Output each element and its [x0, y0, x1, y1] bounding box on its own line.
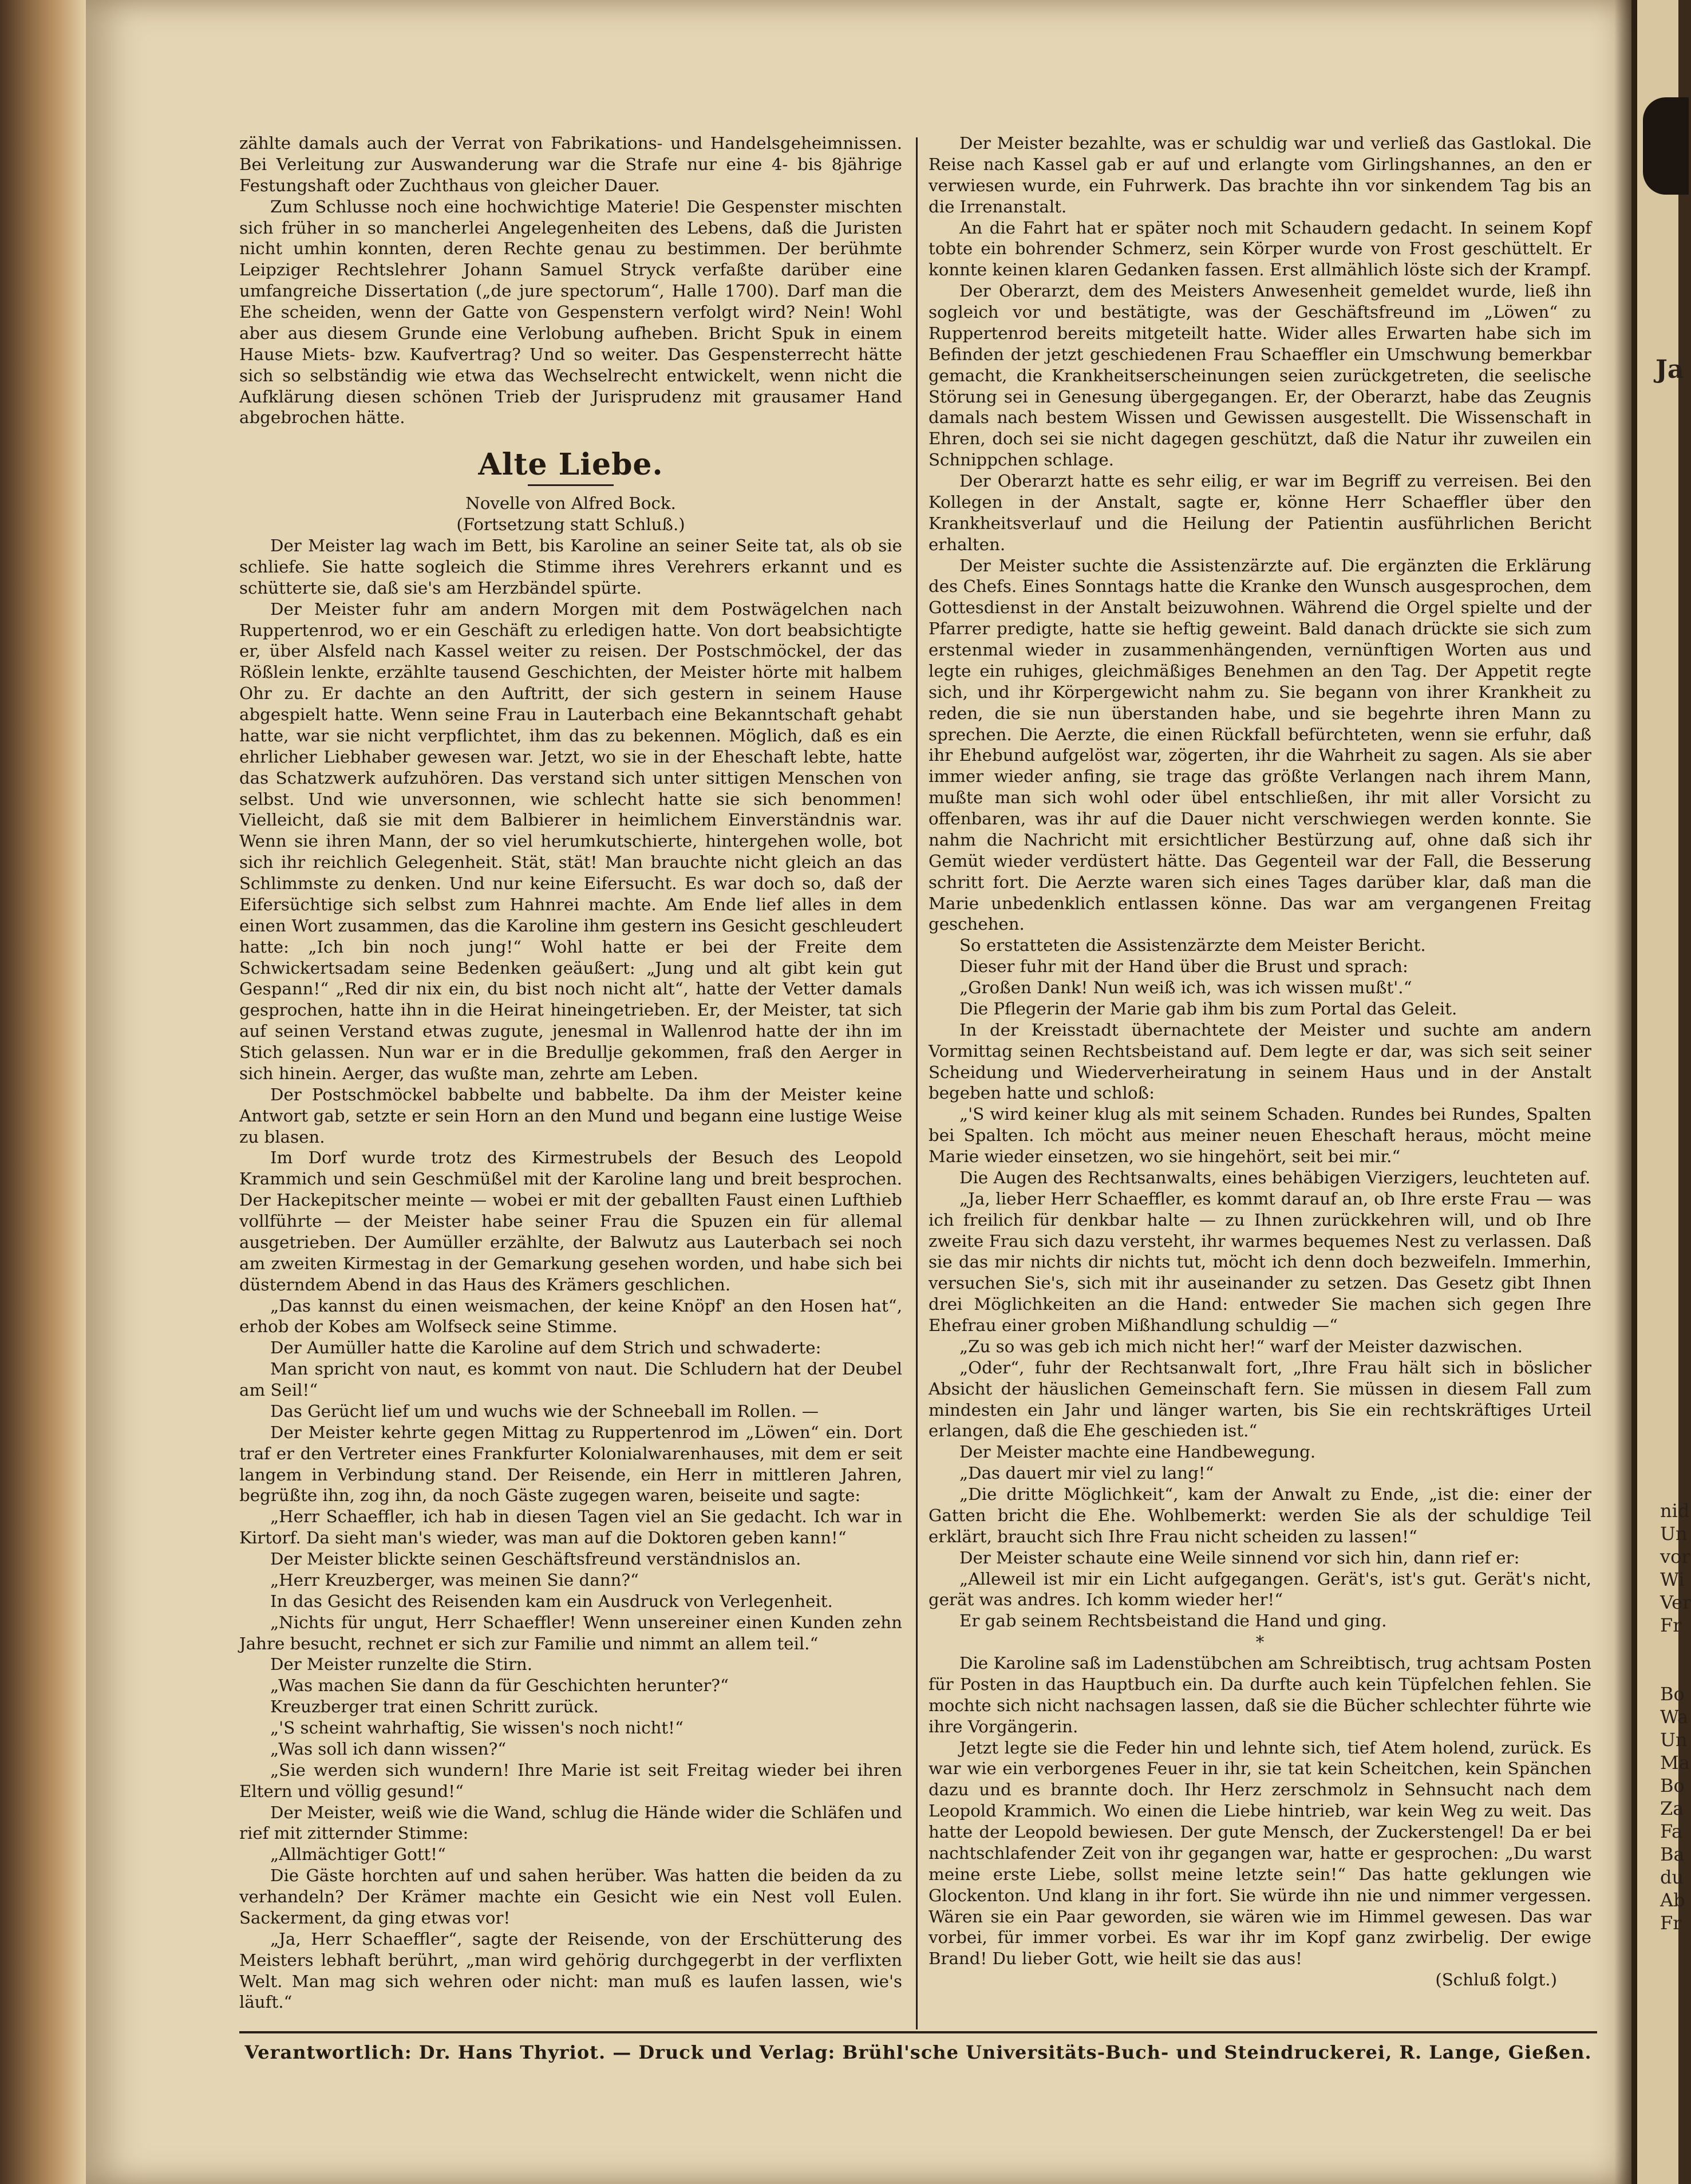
paragraph: „Zu so was geb ich mich nicht her!“ warf der Meister dazwischen.: [959, 1336, 1523, 1356]
to-be-continued: (Schluß folgt.): [1435, 1970, 1557, 1990]
adjacent-page-fragment: Fa: [1660, 1820, 1683, 1842]
adjacent-page-fragment: Wi: [1660, 1569, 1685, 1590]
adjacent-page-fragment: Wa: [1660, 1706, 1689, 1728]
paragraph: zählte damals auch der Verrat von Fabrikations- und Handelsgeheimnissen. Bei Verleitung zur Auswanderung war die Strafe nur eine 4- bis 8jährige Festungshaft oder Zuchthaus von gleicher Dauer.: [239, 133, 902, 195]
adjacent-page-fragment: du: [1660, 1866, 1684, 1888]
paragraph: „Herr Schaeffler, ich hab in diesen Tagen viel an Sie gedacht. Ich war in Kirtorf. Da sieht man's wieder, was man auf die Doktoren geben kann!“: [239, 1507, 902, 1548]
paragraph: „Nichts für ungut, Herr Schaeffler! Wenn unsereiner einen Kunden zehn Jahre besucht, rechnet er sich zur Familie und nimmt an allem teil.“: [239, 1612, 902, 1653]
story-note: (Fortsetzung statt Schluß.): [456, 515, 685, 535]
adjacent-page-fragment: Fr: [1660, 1614, 1682, 1636]
section-separator: *: [1255, 1632, 1265, 1652]
paragraph: „Sie werden sich wundern! Ihre Marie ist seit Freitag wieder bei ihren Eltern und völlig gesund!“: [239, 1760, 902, 1801]
paragraph: „Das kannst du einen weismachen, der keine Knöpf' an den Hosen hat“, erhob der Kobes am Wolfseck seine Stimme.: [239, 1296, 902, 1337]
paragraph: Jetzt legte sie die Feder hin und lehnte sich, tief Atem holend, zurück. Es war wie ein verborgenes Feuer in ihr, sie tat kein Scheitchen, kein Spänchen dazu und es brannte doch. Ihr Herz zerschmolz in Sehnsucht nach dem Leopold Krammich. Wo einen die Liebe hintrieb, war kein Weg zu weit. Das hatte der Leopold bewiesen. Der gute Mensch, der Zuckerstengel! Da er bei nachtschlafender Zeit von ihr gegangen war, hatte er gesprochen: „Du warst meine erste Liebe, sollst meine letzte sein!“ Das hatte geklungen wie Glockenton. Und klang in ihr fort. Sie würde ihn nie und nimmer vergessen. Wären sie ein Paar geworden, sie wären wie im Himmel gewesen. Das war vorbei, für immer vorbei. Es war ihr im Kopf ganz zwirbelig. Der ewige Brand! Du lieber Gott, wie heilt sie das aus!: [929, 1737, 1591, 1969]
adjacent-page-fragment: Ja: [1656, 355, 1684, 384]
paragraph: Der Meister bezahlte, was er schuldig war und verließ das Gastlokal. Die Reise nach Kassel gab er auf und erlangte vom Girlingshannes, an den er verwiesen wurde, ein Fuhrwerk. Das brachte ihn vor sinkendem Tag bis an die Irrenanstalt.: [929, 133, 1591, 216]
paragraph: Die Gäste horchten auf und sahen herüber. Was hatten die beiden da zu verhandeln? Der Krämer machte ein Gesicht wie ein Nest voll Eulen. Sackerment, da ging etwas vor!: [239, 1866, 902, 1928]
footer-rule: [239, 2031, 1597, 2033]
paragraph: „Oder“, fuhr der Rechtsanwalt fort, „Ihre Frau hält sich in böslicher Absicht der häuslichen Gemeinschaft fern. Sie müssen in diesem Fall zum mindesten ein Jahr und länger warten, bis Sie ein rechtskräftiges Urteil erlangen, daß die Ehe geschieden ist.“: [929, 1357, 1591, 1441]
paragraph: Der Postschmöckel babbelte und babbelte. Da ihm der Meister keine Antwort gab, setzte er sein Horn an den Mund und begann eine lustige Weise zu blasen.: [239, 1084, 902, 1147]
paragraph: Der Meister blickte seinen Geschäftsfreund verständnislos an.: [270, 1549, 801, 1569]
story-right-text-continued: [929, 1653, 1591, 1969]
adjacent-page-fragment: Ma: [1660, 1752, 1690, 1774]
title-rule: [528, 484, 614, 486]
paragraph: Der Oberarzt hatte es sehr eilig, er war im Begriff zu verreisen. Bei den Kollegen in der Anstalt, sagte er, könne Herr Schaeffler über den Krankheitsverlauf und die Heilung der Patientin ausführlichen Bericht erhalten.: [929, 471, 1591, 554]
adjacent-page-fragment: vor: [1660, 1546, 1690, 1567]
story-right-text: [929, 133, 1591, 1632]
paragraph: Er gab seinem Rechtsbeistand die Hand und ging.: [959, 1611, 1387, 1631]
adjacent-page-fragment: Bo: [1660, 1775, 1685, 1796]
paragraph: „Ja, lieber Herr Schaeffler, es kommt darauf an, ob Ihre erste Frau — was ich freilich für denkbar halte — zu Ihnen zurückkehren will, und ob Ihre zweite Frau sich dazu versteht, ihr warmes bequemes Nest zu verlassen. Daß sie das mir nichts dir nichts tut, möcht ich denn doch bezweifeln. Immerhin, versuchen Sie's, sich mit ihr auseinander zu setzen. Das Gesetz gibt Ihnen drei Möglichkeiten an die Hand: entweder Sie machen sich gegen Ihre Ehefrau einer groben Mißhandlung schuldig —“: [929, 1188, 1591, 1335]
paragraph: Der Meister kehrte gegen Mittag zu Ruppertenrod im „Löwen“ ein. Dort traf er den Vertreter eines Frankfurter Kolonialwarenhauses, mit dem er seit langem in Verbindung stand. Der Reisende, ein Herr in mittleren Jahren, begrüßte ihn, zog ihn, da noch Gäste zugegen waren, beiseite und sagte:: [239, 1422, 902, 1506]
intro-text: [239, 133, 902, 428]
paragraph: Das Gerücht lief um und wuchs wie der Schneeball im Rollen. —: [270, 1401, 819, 1421]
paragraph: So erstatteten die Assistenzärzte dem Meister Bericht.: [959, 935, 1426, 955]
paragraph: Der Meister machte eine Handbewegung.: [959, 1442, 1316, 1462]
paragraph: „Die dritte Möglichkeit“, kam der Anwalt zu Ende, „ist die: einer der Gatten bricht die Ehe. Wohlbemerkt: werden Sie als der schuldige Teil erklärt, braucht sich Ihre Frau nicht scheiden zu lassen!“: [929, 1484, 1591, 1546]
story-title: Alte Liebe.: [478, 447, 663, 483]
paragraph: Der Meister lag wach im Bett, bis Karoline an seiner Seite tat, als ob sie schliefe. Sie hatte sogleich die Stimme ihres Verehrers erkannt und es schütterte sie, daß sie's am Herzbändel spürte.: [239, 536, 902, 598]
adjacent-page-fragment: nid: [1660, 1500, 1690, 1522]
paragraph: Der Meister runzelte die Stirn.: [270, 1654, 533, 1674]
paragraph: „Was soll ich dann wissen?“: [270, 1739, 507, 1759]
adjacent-page-fragment: Un: [1660, 1729, 1688, 1751]
paragraph: „'S wird keiner klug als mit seinem Schaden. Rundes bei Rundes, Spalten bei Spalten. Ich möcht aus meiner neuen Eheschaft heraus, möcht meine Marie wieder einsetzen, wo sie hingehört, seit bei mir.“: [929, 1104, 1591, 1166]
adjacent-page-ink-mark: [1643, 97, 1689, 195]
paragraph: Die Augen des Rechtsanwalts, eines behäbigen Vierzigers, leuchteten auf.: [959, 1167, 1591, 1187]
left-column: [239, 133, 902, 2013]
paragraph: „Großen Dank! Nun weiß ich, was ich wissen mußt'.“: [959, 978, 1412, 997]
adjacent-page-fragment: Ver: [1660, 1591, 1691, 1613]
paragraph: An die Fahrt hat er später noch mit Schaudern gedacht. In seinem Kopf tobte ein bohrender Schmerz, sein Körper wurde von Frost geschüttelt. Er konnte keinen klaren Gedanken fassen. Erst allmählich löste sich der Krampf.: [929, 218, 1592, 280]
paragraph: „Allmächtiger Gott!“: [270, 1845, 446, 1865]
paragraph: In das Gesicht des Reisenden kam ein Ausdruck von Verlegenheit.: [270, 1591, 833, 1611]
adjacent-page-fragment: Un: [1660, 1523, 1688, 1545]
adjacent-page-fragment: Za: [1660, 1798, 1684, 1819]
adjacent-page-fragment: Bo: [1660, 1683, 1685, 1705]
paragraph: Kreuzberger trat einen Schritt zurück.: [270, 1697, 599, 1717]
paragraph: Die Karoline saß im Ladenstübchen am Schreibtisch, trug achtsam Posten für Posten in das Hauptbuch ein. Da durfte auch kein Tüpfelchen fehlen. Sie mochte sich nicht nachsagen lassen, daß sie die Bücher schlechter führte wie ihre Vorgängerin.: [929, 1653, 1591, 1736]
adjacent-page-fragment: Ab: [1660, 1889, 1685, 1911]
paragraph: „Ja, Herr Schaeffler“, sagte der Reisende, von der Erschütterung des Meisters lebhaft berührt, „man wird gehörig durchgegerbt in der verflixten Welt. Man mag sich wehren oder nicht: man muß es laufen lassen, wie's läuft.“: [239, 1929, 902, 2012]
paragraph: Der Oberarzt, dem des Meisters Anwesenheit gemeldet wurde, ließ ihn sogleich vor und bestätigte, was der Geschäftsfreund im „Löwen“ zu Ruppertenrod bereits mitgeteilt hatte. Wider alles Erwarten habe sich im Befinden der jetzt geschiedenen Frau Schaeffler ein Umschwung bemerkbar gemacht, die Krankheitserscheinungen seien zurückgetreten, die seelische Störung sei in Genesung übergegangen. Er, der Oberarzt, habe das Zeugnis damals nach bestem Wissen und Gewissen ausgestellt. Die Wissenschaft in Ehren, doch sei sie nicht dagegen geschützt, daß die Natur ihr zuweilen ein Schnippchen schlage.: [929, 281, 1591, 470]
adjacent-page-edge: [1637, 0, 1691, 2184]
paragraph: Dieser fuhr mit der Hand über die Brust und sprach:: [959, 957, 1408, 977]
paragraph: „Das dauert mir viel zu lang!“: [959, 1463, 1214, 1483]
right-column: [929, 133, 1591, 1991]
paragraph: Die Pflegerin der Marie gab ihm bis zum Portal das Geleit.: [959, 998, 1457, 1018]
story-byline: Novelle von Alfred Bock.: [465, 493, 676, 514]
paragraph: Der Meister schaute eine Weile sinnend vor sich hin, dann rief er:: [959, 1547, 1520, 1567]
paragraph: „'S scheint wahrhaftig, Sie wissen's noch nicht!“: [270, 1718, 683, 1737]
adjacent-page-fragment: Ba: [1660, 1843, 1685, 1865]
paragraph: Der Aumüller hatte die Karoline auf dem Strich und schwaderte:: [270, 1338, 821, 1358]
paragraph: In der Kreisstadt übernachtete der Meister und suchte am andern Vormittag seinen Rechtsbeistand auf. Dem legte er dar, was sich seit seiner Scheidung und Wiederverheiratung in seinem Haus und in der Anstalt begeben hatte und schloß:: [929, 1020, 1591, 1103]
paragraph: Der Meister, weiß wie die Wand, schlug die Hände wider die Schläfen und rief mit zitternder Stimme:: [239, 1802, 902, 1843]
paragraph: Im Dorf wurde trotz des Kirmestrubels der Besuch des Leopold Krammich und sein Geschmüßel mit der Karoline lang und breit besprochen. Der Hackepitscher meinte — wobei er mit der geballten Faust einen Lufthieb vollführte — der Meister habe seiner Frau die Spuzen ein für allemal ausgetrieben. Der Aumüller erzählte, der Balwutz aus Lauterbach sei noch am zweiten Kirmestag in der Gemarkung gesehen worden, und habe sich bei düsterndem Abend in das Haus des Krämers geschlichen.: [239, 1148, 902, 1294]
paragraph: Der Meister fuhr am andern Morgen mit dem Postwägelchen nach Ruppertenrod, wo er ein Geschäft zu erledigen hatte. Von dort beabsichtigte er, über Alsfeld nach Kassel weiter zu reisen. Der Postschmöckel, der das Rößlein lenkte, erzählte tausend Geschichten, der Meister hörte mit halbem Ohr zu. Er dachte an den Auftritt, der sich gestern in seinem Hause abgespielt hatte. Wenn seine Frau in Lauterbach eine Bekanntschaft gehabt hatte, war sie nicht verpflichtet, ihm das zu bekennen. Möglich, daß es ein ehrlicher Liebhaber gewesen war. Jetzt, wo sie in der Eheschaft lebte, hatte das Schatzwerk aufzuhören. Das verstand sich unter sittigen Menschen von selbst. Und wie unversonnen, wie schlecht hatte sie sich benommen! Vielleicht, daß sie mit dem Balbierer in heimlichem Einverständnis war. Wenn sie ihren Mann, der so viel herumkutschierte, hintergehen wolle, bot sich ihr reichlich Gelegenheit. Stät, stät! Man brauchte nicht gleich an das Schlimmste zu denken. Und nur keine Eifersucht. Es war doch so, daß der Eifersüchtige sich selbst zum Hahnrei machte. Am Ende lief alles in dem einen Wort zusammen, das die Karoline ihm gestern ins Gesicht geschleudert hatte: „Ich bin noch jung!“ Wohl hatte er bei der Freite dem Schwickertsadam seine Bedenken geäußert: „Jung und alt gibt kein gut Gespann!“ „Red dir nix ein, du bist noch nicht alt“, hatte der Vetter damals gesprochen, hatte ihn in die Heirat hineingetrieben. Er, der Meister, tat sich auf seinen Verstand etwas zugute, jenesmal in Wallenrod hatte der ihn im Stich gelassen. Nun war er in die Bredullje gekommen, fraß den Aerger in sich hinein. Aerger, das wußte man, zehrte am Leben.: [239, 599, 902, 1083]
book-binding: [0, 0, 86, 2184]
gutter-shadow: [1614, 0, 1637, 2184]
paragraph: „Alleweil ist mir ein Licht aufgegangen. Gerät's, ist's gut. Gerät's nicht, gerät was andres. Ich komm wieder her!“: [929, 1569, 1591, 1610]
story-left-text: [239, 535, 902, 2013]
paragraph: Der Meister suchte die Assistenzärzte auf. Die ergänzten die Erklärung des Chefs. Eines Sonntags hatte die Kranke den Wunsch ausgesprochen, dem Gottesdienst in der Anstalt beizuwohnen. Während die Orgel spielte und der Pfarrer predigte, hatte sie heftig geweint. Bald danach drückte sie sich zum erstenmal wieder in zusammenhängenden, vernünftigen Worten aus und legte ein ruhiges, gleichmäßiges Benehmen an den Tag. Der Appetit regte sich, und ihr Körpergewicht nahm zu. Sie begann von ihrer Krankheit zu reden, die sie nun überstanden habe, und sie begehrte ihren Mann zu sprechen. Die Aerzte, die einen Rückfall befürchteten, wenn sie erfuhr, daß ihr Ehebund aufgelöst war, zögerten, ihr die Wahrheit zu sagen. Als sie aber immer wieder anfing, sie trage das größte Verlangen nach ihrem Mann, mußte man sich wohl oder übel entschließen, ihr mit aller Vorsicht zu offenbaren, was ihr auf die Dauer nicht verschwiegen werden konnte. Sie nahm die Nachricht mit ersichtlicher Bestürzung auf, ohne daß sich ihr Gemüt wieder verdüstert hätte. Das Gegenteil war der Fall, die Besserung schritt fort. Die Aerzte waren sich eines Tages darüber klar, daß man die Marie unbedenklich entlassen könne. Das war am vergangenen Freitag geschehen.: [929, 555, 1591, 934]
paragraph: „Was machen Sie dann da für Geschichten herunter?“: [270, 1676, 729, 1696]
column-divider: [916, 137, 918, 2029]
paragraph: „Herr Kreuzberger, was meinen Sie dann?“: [270, 1570, 639, 1590]
imprint-footer: Verantwortlich: Dr. Hans Thyriot. — Druck und Verlag: Brühl'sche Universitäts-Buch- und Steindruckerei, R. Lange, Gießen.: [244, 2041, 1592, 2063]
adjacent-page-fragment: Fr: [1660, 1912, 1682, 1934]
paragraph: Zum Schlusse noch eine hochwichtige Materie! Die Gespenster mischten sich früher in so mancherlei Angelegenheiten des Lebens, daß die Juristen nicht umhin konnten, deren Rechte genau zu bestimmen. Der berühmte Leipziger Rechtslehrer Johann Samuel Stryck verfaßte darüber eine umfangreiche Dissertation („de jure spectorum“, Halle 1700). Darf man die Ehe scheiden, wenn der Gatte von Gespenstern verfolgt wird? Nein! Wohl aber aus diesem Grunde eine Verlobung aufheben. Bricht Spuk in einem Hause Miets- bzw. Kaufvertrag? Und so weiter. Das Gespensterrecht hätte sich so selbständig wie etwa das Wechselrecht entwickelt, wenn nicht die Aufklärung diesen schönen Trieb der Jurisprudenz mit grausamer Hand abgebrochen hätte.: [239, 196, 902, 428]
paragraph: Man spricht von naut, es kommt von naut. Die Schludern hat der Deubel am Seil!“: [239, 1359, 902, 1400]
